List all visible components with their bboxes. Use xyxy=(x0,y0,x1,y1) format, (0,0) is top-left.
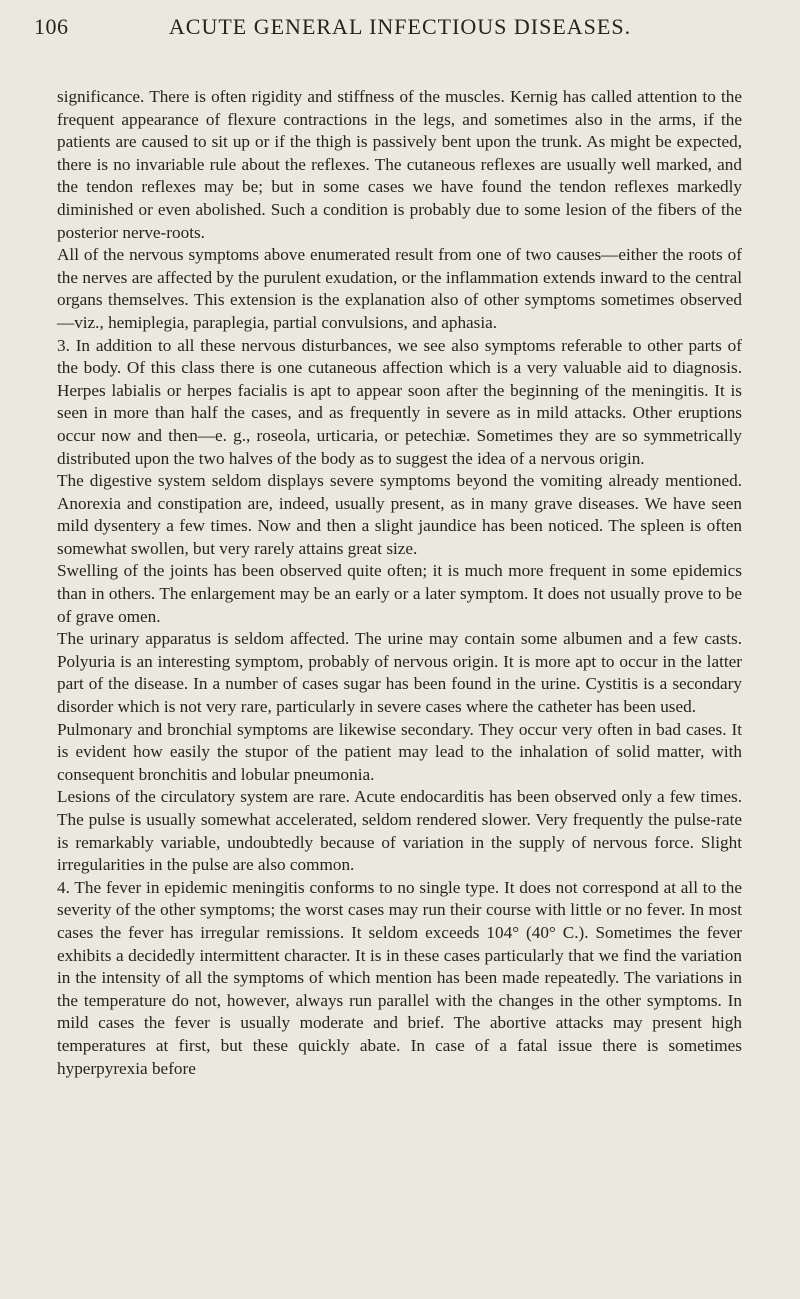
running-head xyxy=(34,14,766,44)
running-title: ACUTE GENERAL INFECTIOUS DISEASES. xyxy=(168,14,632,39)
paragraph: All of the nervous symptoms above enumerated result from one of two causes—either the roots of the nerves are affected by the purulent exudation, or the inflammation extends inward to the central organs themselves. This extension is the explanation also of other symptoms sometimes observed—viz., hemiplegia, paraplegia, partial convulsions, and aphasia. xyxy=(57,245,742,332)
paragraph: The digestive system seldom displays severe symptoms beyond the vomiting already mentioned. Anorexia and constipation are, indeed, usually present, as in many grave diseases. We have seen mild dysentery a few times. Now and then a slight jaundice has been noticed. The spleen is often somewhat swollen, but very rarely attains great size. xyxy=(57,471,742,558)
page-number: 106 xyxy=(34,14,69,39)
paragraph: Lesions of the circulatory system are rare. Acute endocarditis has been observed only a few times. The pulse is usually somewhat accelerated, seldom rendered slower. Very frequently the pulse-rate is remarkably variable, undoubtedly because of variation in the supply of nervous force. Slight irregularities in the pulse are also common. xyxy=(57,787,742,875)
paragraph: 4. The fever in epidemic meningitis conforms to no single type. It does not correspond at all to the severity of the other symptoms; the worst cases may run their course with little or no fever. In most cases the fever has irregular remissions. It seldom exceeds 104° (40° C.). Sometimes the fever exhibits a decidedly intermittent character. It is in these cases particularly that we find the variation in the intensity of all the symptoms of which mention has been made repeatedly. The variations in the temperature do not, however, always run parallel with the changes in the other symptoms. In mild cases the fever is usually moderate and brief. The abortive attacks may present high temperatures at first, but these quickly abate. In case of a fatal issue there is sometimes hyperpyrexia before xyxy=(57,877,742,1078)
paragraph: Swelling of the joints has been observed quite often; it is much more frequent in some epidemics than in others. The enlargement may be an early or a later symptom. It does not usually prove to be of grave omen. xyxy=(57,561,742,626)
paragraph: The urinary apparatus is seldom affected. The urine may contain some albumen and a few casts. Polyuria is an interesting symptom, probably of nervous origin. It is more apt to occur in the latter part of the disease. In a number of cases sugar has been found in the urine. Cystitis is a secondary disorder which is not very rare, particularly in severe cases where the catheter has been used. xyxy=(57,629,742,717)
paragraph: Pulmonary and bronchial symptoms are likewise secondary. They occur very often in bad cases. It is evident how easily the stupor of the patient may lead to the inhalation of solid matter, with consequent bronchitis and lobular pneumonia. xyxy=(57,719,742,784)
paragraph: significance. There is often rigidity and stiffness of the muscles. Kernig has called attention to the frequent appearance of flexure contractions in the legs, and sometimes also in the arms, if the patients are caused to sit up or if the thigh is passively bent upon the trunk. As might be expected, there is no invariable rule about the reflexes. The cutaneous reflexes are usually well marked, and the tendon reflexes may be; but in some cases we have found the tendon reflexes markedly diminished or even abolished. Such a condition is probably due to some lesion of the fibers of the posterior nerve-roots. xyxy=(57,87,742,242)
paragraph: 3. In addition to all these nervous disturbances, we see also symptoms referable to other parts of the body. Of this class there is one cutaneous affection which is a very valuable aid to diagnosis. Herpes labialis or herpes facialis is apt to appear soon after the beginning of the meningitis. It is seen in more than half the cases, and as frequently in severe as in mild attacks. Other eruptions occur now and then—e. g., roseola, urticaria, or petechiæ. Sometimes they are so symmetrically distributed upon the two halves of the body as to suggest the idea of a nervous origin. xyxy=(57,335,742,468)
body-text xyxy=(57,86,742,1080)
